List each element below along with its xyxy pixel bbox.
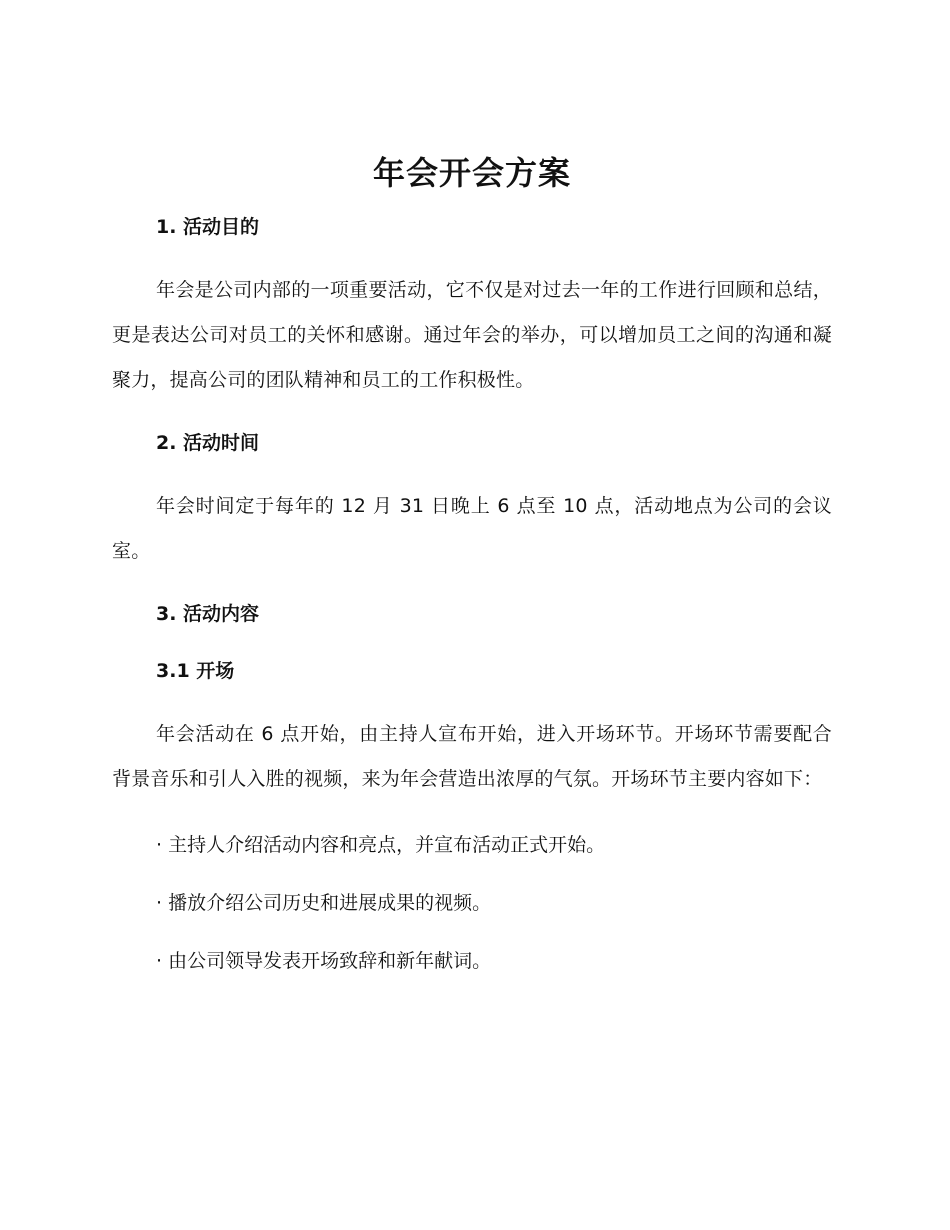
document-page bbox=[112, 150, 832, 976]
section-heading-purpose: 1. 活动目的 bbox=[156, 216, 260, 238]
subsection-heading-opening: 3.1 开场 bbox=[156, 660, 235, 682]
section-paragraph-purpose: 年会是公司内部的一项重要活动，它不仅是对过去一年的工作进行回顾和总结，更是表达公司对员工的关怀和感谢。通过年会的举办，可以增加员工之间的沟通和凝聚力，提高公司的团队精神和员工的工作积极性。 bbox=[112, 279, 832, 391]
subsection-paragraph-opening: 年会活动在 6 点开始，由主持人宣布开始，进入开场环节。开场环节需要配合背景音乐和引人入胜的视频，来为年会营造出浓厚的气氛。开场环节主要内容如下： bbox=[112, 723, 832, 790]
section-heading-time: 2. 活动时间 bbox=[156, 432, 260, 454]
section-heading-content: 3. 活动内容 bbox=[156, 603, 260, 625]
document-title: 年会开会方案 bbox=[372, 154, 571, 192]
section-paragraph-time: 年会时间定于每年的 12 月 31 日晚上 6 点至 10 点，活动地点为公司的会议室。 bbox=[112, 495, 832, 562]
list-item: · 由公司领导发表开场致辞和新年献词。 bbox=[156, 950, 492, 972]
list-item: · 主持人介绍活动内容和亮点，并宣布活动正式开始。 bbox=[156, 834, 606, 856]
list-item: · 播放介绍公司历史和进展成果的视频。 bbox=[156, 892, 492, 914]
